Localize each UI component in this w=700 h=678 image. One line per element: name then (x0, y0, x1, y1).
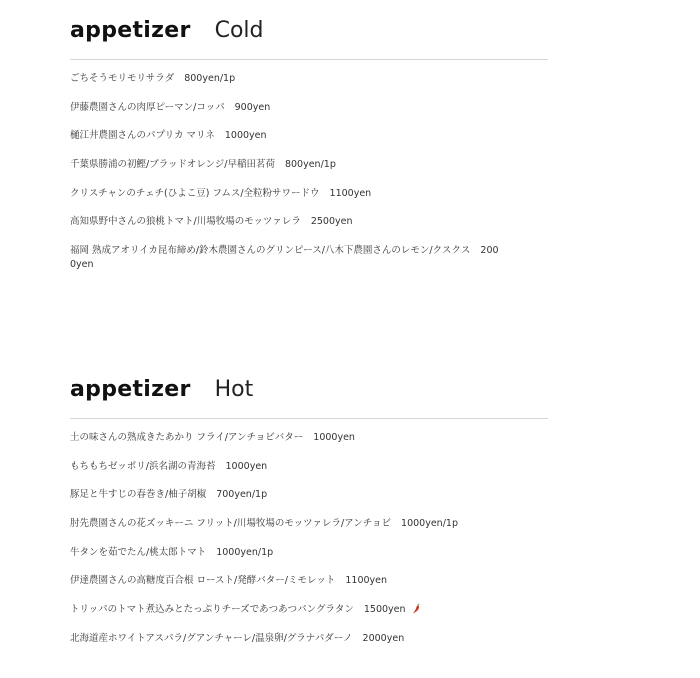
menu-item (70, 632, 548, 646)
menu-item-name: 千葉県勝浦の初鰹/ブラッドオレンジ/早稲田茗荷 (70, 159, 275, 171)
menu-item-price: 1000yen (313, 432, 355, 443)
menu-item-name: 福岡 熟成アオリイカ昆布締め/鈴木農園さんのグリンピース/八木下農園さんのレモン/クスクス (70, 245, 471, 257)
heading-sub: Hot (214, 377, 254, 402)
menu-item-name: クリスチャンのチェチ(ひよこ豆) フムス/全粒粉サワードウ (70, 187, 320, 199)
menu-item-name: 肘先農園さんの花ズッキーニ フリット/川場牧場のモッツァレラ/アンチョビ (70, 518, 392, 530)
heading-sub: Cold (214, 18, 264, 43)
menu-item-name: 伊達農園さんの高糖度百合根 ロースト/発酵バター/ミモレット (70, 575, 336, 587)
menu-item-name: 伊藤農園さんの肉厚ピーマン/コッパ (70, 101, 225, 113)
menu-item (70, 574, 548, 588)
menu-item (70, 431, 548, 445)
menu-item-name: 樋江井農園さんのパプリカ マリネ (70, 130, 215, 142)
menu-item (70, 603, 548, 617)
menu-item (70, 244, 548, 272)
menu-item-price: 1100yen (329, 187, 372, 199)
menu-item-price: 2500yen (310, 216, 353, 228)
menu-item-price: 800yen/1p (284, 159, 336, 171)
menu-item-price: 1000yen (224, 130, 267, 142)
menu-item-price: 900yen (234, 101, 271, 113)
menu-item-price: 1500yen (363, 604, 406, 616)
menu-item-price: 2000yen (70, 245, 499, 271)
menu-item-name: 高知県野中さんの狼桃トマト/川場牧場のモッツァレラ (70, 216, 301, 228)
section-appetizer-cold (70, 18, 548, 287)
menu-item-price: 1000yen/1p (401, 518, 458, 530)
menu-list-cold (70, 72, 548, 272)
menu-item-name: トリッパのトマト煮込みとたっぷりチーズであつあつパングラタン (70, 604, 354, 616)
section-appetizer-hot (70, 377, 548, 661)
menu-item (70, 517, 548, 531)
menu-item-name: 豚足と牛すじの春巻き/柚子胡椒 (70, 489, 207, 501)
menu-item-name: 土の味さんの熟成きたあかり フライ/アンチョビバター (70, 432, 304, 443)
menu-item (70, 488, 548, 502)
menu-item (70, 215, 548, 229)
menu-item (70, 546, 548, 560)
menu-item (70, 460, 548, 474)
menu-item (70, 158, 548, 172)
menu-item-price: 1100yen (345, 575, 388, 587)
menu-item-price: 800yen/1p (184, 73, 236, 84)
menu-item-price: 2000yen (362, 632, 405, 644)
menu-item (70, 101, 548, 115)
divider (70, 418, 548, 419)
divider (70, 59, 548, 60)
section-heading (70, 18, 548, 48)
menu-item (70, 187, 548, 201)
chili-pepper-icon (412, 603, 421, 614)
menu-item-name: もちもちゼッポリ/浜名湖の青海苔 (70, 460, 216, 472)
heading-main: appetizer (70, 377, 191, 402)
section-heading (70, 377, 548, 407)
heading-main: appetizer (70, 18, 191, 43)
menu-item-price: 1000yen/1p (216, 546, 274, 558)
menu-item-name: 北海道産ホワイトアスパラ/グアンチャーレ/温泉卵/グラナパダーノ (70, 632, 353, 644)
menu-item-name: ごちそうモリモリサラダ (70, 73, 175, 84)
menu-item-name: 牛タンを茹でたん/桃太郎トマト (70, 546, 207, 558)
menu-item (70, 129, 548, 143)
menu-item-price: 700yen/1p (216, 489, 268, 501)
menu-item (70, 72, 548, 86)
menu-list-hot (70, 431, 548, 646)
menu-item-price: 1000yen (225, 460, 268, 472)
